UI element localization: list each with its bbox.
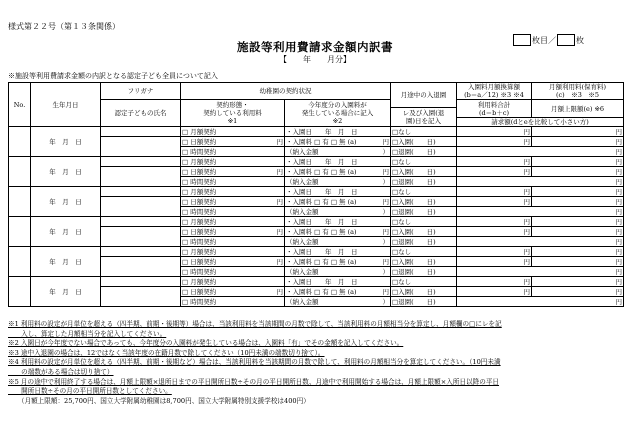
- row-birthdate[interactable]: 年 月 日: [31, 127, 101, 157]
- row-birthdate[interactable]: 年 月 日: [31, 217, 101, 247]
- row-no[interactable]: [9, 187, 31, 217]
- row-entry-paid[interactable]: （納入金額 ）: [286, 267, 389, 276]
- row-contract-monthly[interactable]: □ 月額契約: [181, 187, 285, 197]
- row-entry-paid[interactable]: （納入金額 ）: [286, 237, 389, 246]
- row-birthdate[interactable]: 年 月 日: [31, 157, 101, 187]
- row-leave-none[interactable]: □なし: [391, 157, 457, 167]
- row-total-amount[interactable]: 円: [457, 137, 532, 147]
- row-leave-none[interactable]: □なし: [391, 217, 457, 227]
- row-entry-conv-amount[interactable]: 円: [457, 157, 532, 167]
- row-leave-out[interactable]: □退園( 日): [391, 177, 457, 187]
- row-limit-amount[interactable]: 円: [532, 137, 624, 147]
- header-contract-status: 幼稚園の契約状況: [181, 83, 391, 100]
- row-entry-fee[interactable]: ・入園料 □ 有 □ 無 (a) 円: [286, 287, 389, 296]
- row-contract-daily[interactable]: □ 日額契約 円: [182, 137, 283, 146]
- row-no[interactable]: [9, 217, 31, 247]
- row-entry-fee[interactable]: ・入園料 □ 有 □ 無 (a) 円: [286, 137, 389, 146]
- row-entry-paid[interactable]: （納入金額 ）: [286, 207, 389, 216]
- row-entry-conv-amount[interactable]: 円: [457, 127, 532, 137]
- header-note: ※施設等利用費請求金額の内訳となる認定子ども全員について記入: [8, 72, 218, 80]
- row-no[interactable]: [9, 277, 31, 307]
- row-contract-daily[interactable]: □ 日額契約 円: [182, 227, 283, 236]
- row-entry-date[interactable]: ・入園日 年 月 日: [285, 247, 391, 257]
- row-contract-monthly[interactable]: □ 月額契約: [181, 247, 285, 257]
- header-monthly-fee: 月額利用料(保育料) (c) ※3 ※5: [532, 83, 624, 100]
- row-claim-amount[interactable]: 円: [457, 147, 624, 157]
- row-contract-hourly[interactable]: □ 時間契約: [181, 237, 285, 247]
- note-5b: 開所日数÷その月の平日開所日数としてください。: [8, 387, 172, 396]
- header-no: No.: [9, 83, 31, 127]
- row-limit-amount[interactable]: 円: [532, 257, 624, 267]
- row-claim-amount[interactable]: 円: [457, 177, 624, 187]
- row-entry-fee[interactable]: ・入園料 □ 有 □ 無 (a) 円: [286, 197, 389, 206]
- row-monthly-amount[interactable]: 円: [532, 157, 624, 167]
- row-total-amount[interactable]: 円: [457, 167, 532, 177]
- row-leave-none[interactable]: □なし: [391, 277, 457, 287]
- row-entry-fee[interactable]: ・入園料 □ 有 □ 無 (a) 円: [286, 167, 389, 176]
- row-limit-amount[interactable]: 円: [532, 197, 624, 207]
- row-name-field[interactable]: [101, 197, 181, 217]
- header-claim: 請求額(dとeを比較して小さい方): [457, 118, 624, 127]
- row-limit-amount[interactable]: 円: [532, 167, 624, 177]
- row-claim-amount[interactable]: 円: [457, 297, 624, 307]
- row-claim-amount[interactable]: 円: [457, 237, 624, 247]
- note-4b: の端数がある場合は切り捨て）: [8, 367, 114, 376]
- row-entry-conv-amount[interactable]: 円: [457, 217, 532, 227]
- note-5a: ※5 月の途中で利用終了する場合は、月額上限額×退所日までの平日開所日数÷その月の平日開所日数、月途中で利用開始する場合は、月額上限額×入所日以降の平日: [8, 377, 500, 386]
- row-total-amount[interactable]: 円: [457, 197, 532, 207]
- row-entry-conv-amount[interactable]: 円: [457, 277, 532, 287]
- row-monthly-amount[interactable]: 円: [532, 217, 624, 227]
- note-3: ※3 途中入退園の場合は、12ではなく当該年度の在籍月数で除してください（10円未満の端数切り捨て）。: [8, 348, 325, 357]
- row-leave-out[interactable]: □退園( 日): [391, 297, 457, 307]
- row-furigana-field[interactable]: [101, 277, 181, 287]
- row-entry-conv-amount[interactable]: 円: [457, 187, 532, 197]
- row-contract-daily[interactable]: □ 日額契約 円: [182, 287, 283, 296]
- row-limit-amount[interactable]: 円: [532, 287, 624, 297]
- row-contract-hourly[interactable]: □ 時間契約: [181, 207, 285, 217]
- header-total: 利用料合計 (d＝b＋c): [457, 100, 532, 118]
- row-furigana-field[interactable]: [101, 247, 181, 257]
- row-no[interactable]: [9, 127, 31, 157]
- page-label-total: 枚: [576, 35, 584, 45]
- row-furigana-field[interactable]: [101, 187, 181, 197]
- row-entry-date[interactable]: ・入園日 年 月 日: [285, 277, 391, 287]
- row-furigana-field[interactable]: [101, 217, 181, 227]
- row-entry-date[interactable]: ・入園日 年 月 日: [285, 127, 391, 137]
- header-midmonth-detail: レ及び入園(退 園)日を記入: [391, 108, 457, 127]
- row-furigana-field[interactable]: [101, 157, 181, 167]
- row-leave-out[interactable]: □退園( 日): [391, 207, 457, 217]
- row-monthly-amount[interactable]: 円: [532, 277, 624, 287]
- row-contract-hourly[interactable]: □ 時間契約: [181, 267, 285, 277]
- header-midmonth: 月途中の入退園: [391, 83, 457, 108]
- row-leave-in[interactable]: □入園( 日): [391, 257, 457, 267]
- row-entry-conv-amount[interactable]: 円: [457, 247, 532, 257]
- row-birthdate[interactable]: 年 月 日: [31, 277, 101, 307]
- row-entry-date[interactable]: ・入園日 年 月 日: [285, 187, 391, 197]
- header-limit: 月額上限額(e) ※6: [532, 100, 624, 118]
- row-entry-date[interactable]: ・入園日 年 月 日: [285, 217, 391, 227]
- row-name-field[interactable]: [101, 257, 181, 277]
- row-contract-monthly[interactable]: □ 月額契約: [181, 217, 285, 227]
- row-leave-in[interactable]: □入園( 日): [391, 227, 457, 237]
- row-name-field[interactable]: [101, 287, 181, 307]
- row-contract-daily[interactable]: □ 日額契約 円: [182, 197, 283, 206]
- row-leave-in[interactable]: □入園( 日): [391, 287, 457, 297]
- note-1a: ※1 利用料の設定が月単位を超える（四半期、前期・後期等）場合は、当該利用料を当該期間の月数で除して、当該利用料の月額相当分を算定し、月額欄の□にレを記: [8, 320, 502, 328]
- row-contract-daily[interactable]: □ 日額契約 円: [182, 167, 283, 176]
- row-total-amount[interactable]: 円: [457, 227, 532, 237]
- row-entry-paid[interactable]: （納入金額 ）: [286, 177, 389, 186]
- note-2: ※2 入園日が今年度でない場合であっても、今年度分の入園料が発生している場合は、入園料「有」でその金額を記入してください。: [8, 339, 404, 348]
- row-contract-daily[interactable]: □ 日額契約 円: [182, 257, 283, 266]
- row-contract-monthly[interactable]: □ 月額契約: [181, 157, 285, 167]
- row-limit-amount[interactable]: 円: [532, 227, 624, 237]
- row-contract-hourly[interactable]: □ 時間契約: [181, 147, 285, 157]
- row-no[interactable]: [9, 157, 31, 187]
- row-leave-out[interactable]: □退園( 日): [391, 237, 457, 247]
- header-entry-fee: 今年度分の入園料が 発生している場合に記入 ※2: [285, 100, 391, 127]
- row-leave-out[interactable]: □退園( 日): [391, 147, 457, 157]
- row-birthdate[interactable]: 年 月 日: [31, 187, 101, 217]
- row-contract-hourly[interactable]: □ 時間契約: [181, 297, 285, 307]
- row-leave-in[interactable]: □入園( 日): [391, 197, 457, 207]
- row-claim-amount[interactable]: 円: [457, 267, 624, 277]
- row-monthly-amount[interactable]: 円: [532, 127, 624, 137]
- row-total-amount[interactable]: 円: [457, 287, 532, 297]
- row-contract-monthly[interactable]: □ 月額契約: [181, 277, 285, 287]
- row-total-amount[interactable]: 円: [457, 257, 532, 267]
- note-5c: （月額上限額：25,700円、国立大学附属幼稚園は8,700円、国立大学附属特別支援学校は400円）: [8, 396, 310, 405]
- billing-period: 【 年 月分】: [279, 55, 351, 64]
- row-entry-fee[interactable]: ・入園料 □ 有 □ 無 (a) 円: [286, 257, 389, 266]
- form-number: 様式第２２号（第１３条関係）: [8, 22, 120, 31]
- row-claim-amount[interactable]: 円: [457, 207, 624, 217]
- row-contract-monthly[interactable]: □ 月額契約: [181, 127, 285, 137]
- row-leave-none[interactable]: □なし: [391, 187, 457, 197]
- header-entry-conv: 入園料月額換算額 (b＝a／12) ※3 ※4: [457, 83, 532, 100]
- row-name-field[interactable]: [101, 137, 181, 157]
- claim-table: [8, 82, 624, 307]
- row-monthly-amount[interactable]: 円: [532, 247, 624, 257]
- row-entry-paid[interactable]: （納入金額 ）: [286, 297, 389, 306]
- row-entry-paid[interactable]: （納入金額 ）: [286, 147, 389, 156]
- row-contract-hourly[interactable]: □ 時間契約: [181, 177, 285, 187]
- note-4a: ※4 利用料の設定が月単位を超える（四半期、前期・後期など）場合は、当該利用料を当該期間の月数で除して、利用料の月額相当分を算定してください。（10円未満: [8, 358, 501, 367]
- row-leave-in[interactable]: □入園( 日): [391, 167, 457, 177]
- row-leave-in[interactable]: □入園( 日): [391, 137, 457, 147]
- header-name: 認定子どもの氏名: [101, 100, 181, 127]
- row-leave-out[interactable]: □退園( 日): [391, 267, 457, 277]
- row-no[interactable]: [9, 247, 31, 277]
- footnotes: [8, 320, 623, 406]
- row-monthly-amount[interactable]: 円: [532, 187, 624, 197]
- row-furigana-field[interactable]: [101, 127, 181, 137]
- row-leave-none[interactable]: □なし: [391, 247, 457, 257]
- header-birth: 生年月日: [31, 83, 101, 127]
- page-label-of: 枚目／: [532, 35, 556, 45]
- header-contract-type: 契約形態・ 契約している利用料 ※1: [181, 100, 285, 127]
- row-name-field[interactable]: [101, 167, 181, 187]
- header-furigana: フリガナ: [101, 83, 181, 100]
- row-birthdate[interactable]: 年 月 日: [31, 247, 101, 277]
- document-title: 施設等利用費請求金額内訳書: [237, 40, 393, 54]
- row-entry-fee[interactable]: ・入園料 □ 有 □ 無 (a) 円: [286, 227, 389, 236]
- row-leave-none[interactable]: □なし: [391, 127, 457, 137]
- note-1b: 入し、算定した月額相当分を記入してください。: [8, 329, 167, 338]
- row-entry-date[interactable]: ・入園日 年 月 日: [285, 157, 391, 167]
- row-name-field[interactable]: [101, 227, 181, 247]
